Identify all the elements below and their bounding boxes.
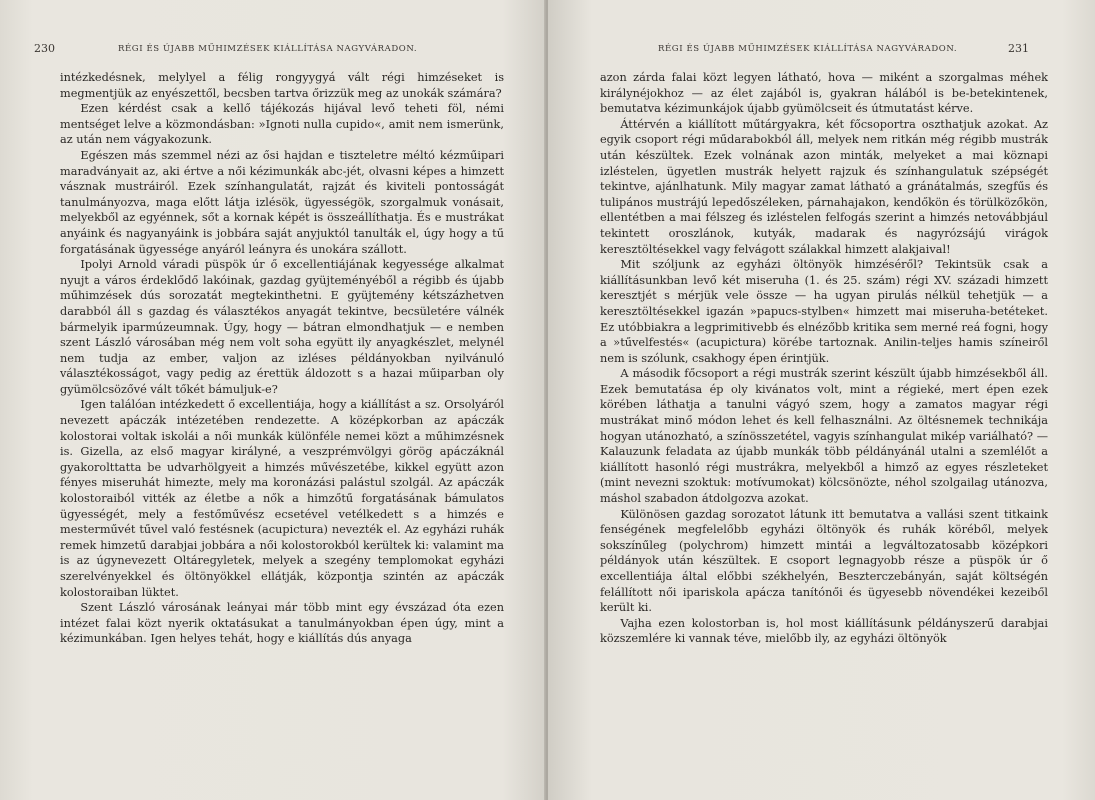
- page-number: 231: [1008, 42, 1029, 55]
- paragraph: intézkedésnek, melylyel a félig rongyygyá vált régi himzéseket is megmentjük az enyészettől, becsben tartva őrizzük meg az unokák számára?: [60, 71, 504, 100]
- paragraph: Igen találóan intézkedett ő excellentiája, hogy a kiállítást a sz. Orsolyáról nevezett apáczák intézetében rendezette. A középkorban az apáczák kolostorai voltak iskolái a női munkák különféle nemei közt a műhimzésnek is. Gizella, az első magyar királyné, a veszprémvölgyi görög apáczáknál gyakorolttatta be udvarhölgyeit a himzés művészetébe, kikkel együtt azon fényes miseruhát himezte, mely ma koronázási palástul szolgál. Az apáczák kolostoraiból vitték az életbe a nők a himzőtű forgatásának bámulatos ügyességét, mely a festőművész ecsetével vetélkedett s a himzés e mesterművét tűvel való festésnek (acupictura) nevezték el. Az egyházi ruhák remek himzetű darabjai jobbára a női kolostorokból kerültek ki: valamint ma is az úgynevezett Oltáregyletek, melyek a szegény templomokat egyházi szerelvényekkel és öltönyökkel ellátják, központja szintén az apáczák kolostoraiban lüktet.: [60, 398, 504, 599]
- running-head: RÉGI ÉS ÚJABB MŰHIMZÉSEK KIÁLLÍTÁSA NAGYVÁRADON.: [118, 44, 418, 54]
- running-head: RÉGI ÉS ÚJABB MŰHIMZÉSEK KIÁLLÍTÁSA NAGYVÁRADON.: [658, 44, 958, 54]
- paragraph: Áttérvén a kiállított műtárgyakra, két főcsoportra oszthatjuk azokat. Az egyik csoport régi műdarabokból áll, melyek nem ritkán még régibb mustrák után készültek. Ezek volnának azon minták, melyeket a mai köznapi izléstelen, ügyetlen mustrák helyett rajzuk és színhangulatuk szépségét tekintve, ajánlhatunk. Mily magyar zamat látható a gránátalmás, szegfűs és tulipános mustrájú lepedőszéleken, párnahajakon, kendőkön és törülközőkön, ellentétben a mai félszeg és izléstelen felfogás szerint a himzés netovábbjául tekintett oroszlánok, kutyák, madarak és nagyrózsájú virágok keresztöltésekkel vagy felvágott szálakkal himzett alakjaival!: [600, 117, 1048, 256]
- paragraph: Ezen kérdést csak a kellő tájékozás hijával levő teheti föl, némi mentséget lelve a közmondásban: »Ignoti nulla cupido«, amit nem ismerünk, az után nem vágyakozunk.: [60, 102, 504, 147]
- paragraph: A második főcsoport a régi mustrák szerint készült újabb himzésekből áll. Ezek bemutatása ép oly kivánatos volt, mint a régieké, mert épen ezek körében láthatja a tanulni vágyó szem, hogy a zamatos magyar régi mustrákat minő módon lehet és kell felhasználni. Az öltésnemek technikája hogyan utánozható, a színösszetétel, vagyis színhangulat mikép variálható? — Kalauzunk feladata az újabb munkák több példányánál utalni a szemlélőt a kiállított hasonló régi mustrákra, melyekből a himző az egyes részleteket (mint nevezni szoktuk: motívumokat) kölcsönözte, néhol szolgailag utánozva, máshol szabadon átdolgozva azokat.: [600, 367, 1048, 506]
- paragraph: Mit szóljunk az egyházi öltönyök himzéséről? Tekintsük csak a kiállításunkban levő két miseruha (1. és 25. szám) régi XV. századi himzett keresztjét s mérjük vele össze — ha ugyan pirulás nélkül tehetjük — a keresztöltésekkel igazán »papucs-stylben« himzett mai miseruha-betéteket. Ez utóbbiakra a legprimitivebb és elnézőbb kritika sem merné reá fogni, hogy a »tűvelfestés« (acupictura) körébe tartoznak. Anilin-teljes hamis színeiről nem is szólunk, csakhogy épen érintjük.: [600, 258, 1048, 365]
- paragraph: azon zárda falai közt legyen látható, hova — miként a szorgalmas méhek királynéjokhoz — az élet zajából is, gyakran hálából is be-betekintenek, bemutatva kézimunkájok újabb gyümölcseit és útmutatást kérve.: [600, 71, 1048, 116]
- page-number: 230: [34, 42, 55, 55]
- paragraph: Egészen más szemmel nézi az ősi hajdan e tiszteletre méltó kézműipari maradványait az, aki értve a női kézimunkák abc-jét, olvasni képes a himzett vásznak mustráiról. Ezek színhangulatát, rajzát és kiviteli pontosságát tanulmányozva, maga előtt látja izlésök, ügyességök, szorgalmuk vonásait, melyekből az egyénnek, sőt a kornak képét is összeállíthatja. És e mustrákat anyáink és nagyanyáink is jobbára saját anyjuktól tanulták el, úgy hogy a tű forgatásának ügyessége anyáról leányra és unokára szállott.: [60, 148, 504, 256]
- body-text: [600, 70, 1048, 647]
- left-page: [0, 0, 546, 800]
- body-text: [60, 70, 504, 647]
- right-page: [548, 0, 1095, 800]
- paragraph: Különösen gazdag sorozatot látunk itt bemutatva a vallási szent titkaink fenségének megfelelőbb egyházi öltönyök és ruhák köréből, melyek sokszínűleg (polychrom) himzett mintái a legváltozatosabb középkori példányok után készültek. E csoport legnagyobb része a püspök úr ő excellentiája által előbbi székhelyén, Beszterczebányán, saját költségén felállított női ipariskola apácza tanítónői és ügyesebb növendékei kezeiből került ki.: [600, 507, 1048, 615]
- paragraph: Vajha ezen kolostorban is, hol most kiállításunk példányszerű darabjai közszemlére ki vannak téve, mielőbb ily, az egyházi öltönyök: [600, 616, 1048, 646]
- paragraph: Ipolyi Arnold váradi püspök úr ő excellentiájának kegyessége alkalmat nyujt a város érdeklődő lakóinak, gazdag gyüjteményéből a régibb és újabb műhimzések dús sorozatát megtekinthetni. E gyüjtemény kétszázhetven darabból áll s gazdag és választékos anyagát tekintve, becsületére válnék bármelyik iparmúzeumnak. Úgy, hogy — bátran elmondhatjuk — e nemben szent László városában még nem volt soha együtt ily anyagkészlet, melynél nem tudja az ember, valjon az izléses példányokban nyilvánuló választékosságot, vagy pedig az érettük áldozott s a hazai műiparban oly gyümölcsözővé vált tőkét bámuljuk-e?: [60, 258, 504, 396]
- paragraph: Szent László városának leányai már több mint egy évszázad óta ezen intézet falai közt nyerik oktatásukat a tanulmányokban épen úgy, mint a kézimunkában. Igen helyes tehát, hogy e kiállítás dús anyaga: [60, 601, 504, 646]
